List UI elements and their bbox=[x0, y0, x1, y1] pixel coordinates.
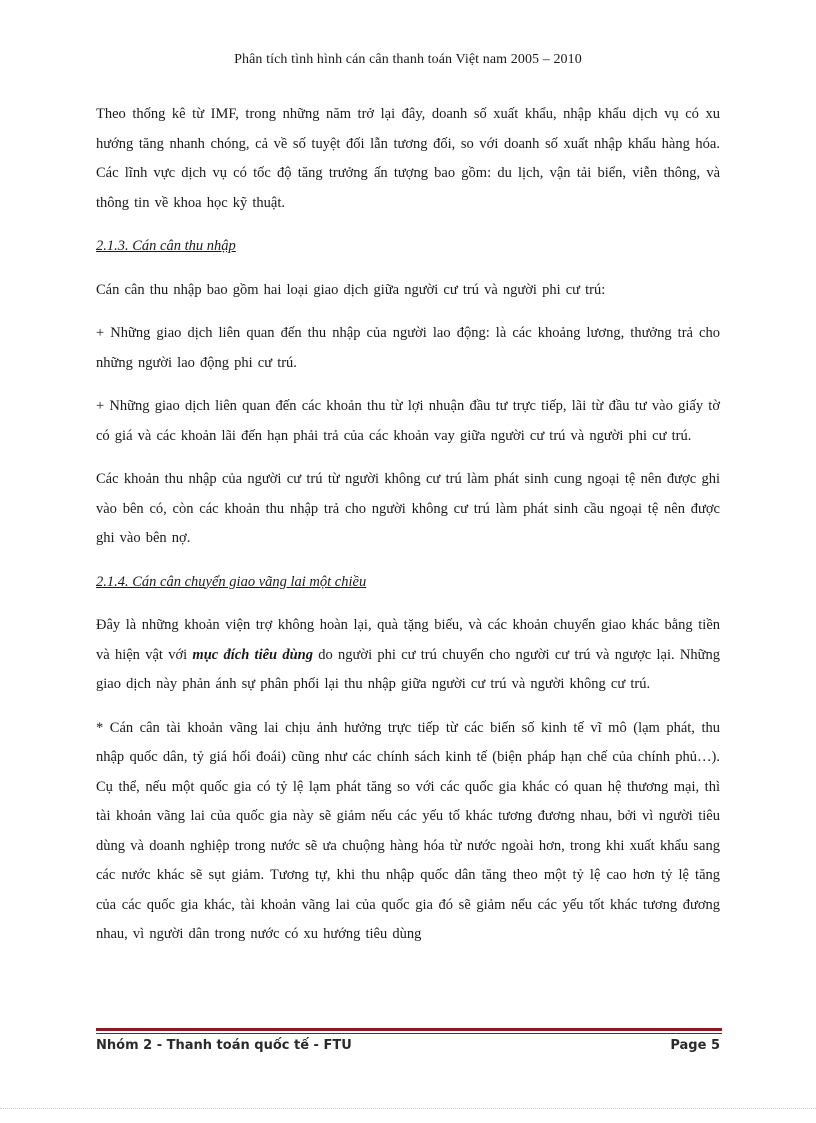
paragraph-income-recording: Các khoản thu nhập của người cư trú từ người không cư trú làm phát sinh cung ngoại tệ nên được ghi vào bên có, còn các khoản thu nhập trả cho người không cư trú làm phát sinh cầu ngoại tệ nên được ghi vào bên nợ. bbox=[96, 471, 720, 546]
paragraph-imf-services: Theo thống kê từ IMF, trong những năm trở lại đây, doanh số xuất khẩu, nhập khẩu dịch vụ có xu hướng tăng nhanh chóng, cả về số tuyệt đối lẫn tương đối, so với doanh số xuất nhập khẩu hàng hóa. Các lĩnh vực dịch vụ có tốc độ tăng trưởng ấn tượng bao gồm: du lịch, vận tải biển, viễn thông, và thông tin về khoa học kỹ thuật. bbox=[96, 106, 720, 211]
section-heading-2-1-3: 2.1.3. Cán cân thu nhập bbox=[96, 238, 236, 254]
footer-page-number: Page 5 bbox=[670, 1038, 720, 1053]
footer-group-label: Nhóm 2 - Thanh toán quốc tế - FTU bbox=[96, 1038, 352, 1053]
paragraph-labor-income: + Những giao dịch liên quan đến thu nhập của người lao động: là các khoảng lương, thưởng trả cho những người lao động phi cư trú. bbox=[96, 325, 720, 371]
transfers-emphasis: mục đích tiêu dùng bbox=[192, 646, 313, 663]
page-bottom-edge bbox=[0, 1108, 816, 1109]
section-heading-2-1-4: 2.1.4. Cán cân chuyển giao vãng lai một chiều bbox=[96, 573, 367, 590]
page-body bbox=[96, 100, 720, 964]
paragraph-investment-income: + Những giao dịch liên quan đến các khoản thu từ lợi nhuận đầu tư trực tiếp, lãi từ đầu tư vào giấy tờ có giá và các khoản lãi đến hạn phải trả của các khoản vay giữa người cư trú và người phi cư trú. bbox=[96, 398, 720, 444]
paragraph-transfers bbox=[96, 611, 720, 700]
transfers-text-before: Đây là những khoản viện trợ không hoàn lại, quà tặng biếu, và các khoản chuyển giao khác bằng tiền và hiện vật với bbox=[96, 617, 720, 663]
footer-rule-thick bbox=[96, 1028, 722, 1031]
footer-rule-thin bbox=[96, 1033, 722, 1034]
paragraph-income-balance-intro: Cán cân thu nhập bao gồm hai loại giao dịch giữa người cư trú và người phi cư trú: bbox=[96, 281, 606, 298]
page-header: Phân tích tình hình cán cân thanh toán Việt nam 2005 – 2010 bbox=[234, 52, 582, 67]
transfers-text-after: do người phi cư trú chuyển cho người cư trú và ngược lại. Những giao dịch này phản ánh sự phân phối lại thu nhập giữa người cư trú và người không cư trú. bbox=[96, 646, 720, 692]
paragraph-current-account-factors: * Cán cân tài khoản vãng lai chịu ảnh hưởng trực tiếp từ các biến số kinh tế vĩ mô (lạm phát, thu nhập quốc dân, tỷ giá hối đoái) cũng như các chính sách kinh tế (biện pháp hạn chế của chính phủ…). Cụ thể, nếu một quốc gia có tỷ lệ lạm phát tăng so với các quốc gia khác có quan hệ thương mại, thì tài khoản vãng lai của quốc gia này sẽ giảm nếu các yếu tố khác tương đương nhau, bởi vì người tiêu dùng và doanh nghiệp trong nước sẽ ưa chuộng hàng hóa từ nước ngoài hơn, trong khi xuất khẩu sang các nước khác sẽ sụt giảm. Tương tự, khi thu nhập quốc dân tăng theo một tỷ lệ cao hơn tỷ lệ tăng của các quốc gia khác, tài khoản vãng lai của quốc gia đó sẽ giảm nếu các yếu tốt khác tương đương nhau, vì người dân trong nước có xu hướng tiêu dùng bbox=[96, 719, 720, 942]
